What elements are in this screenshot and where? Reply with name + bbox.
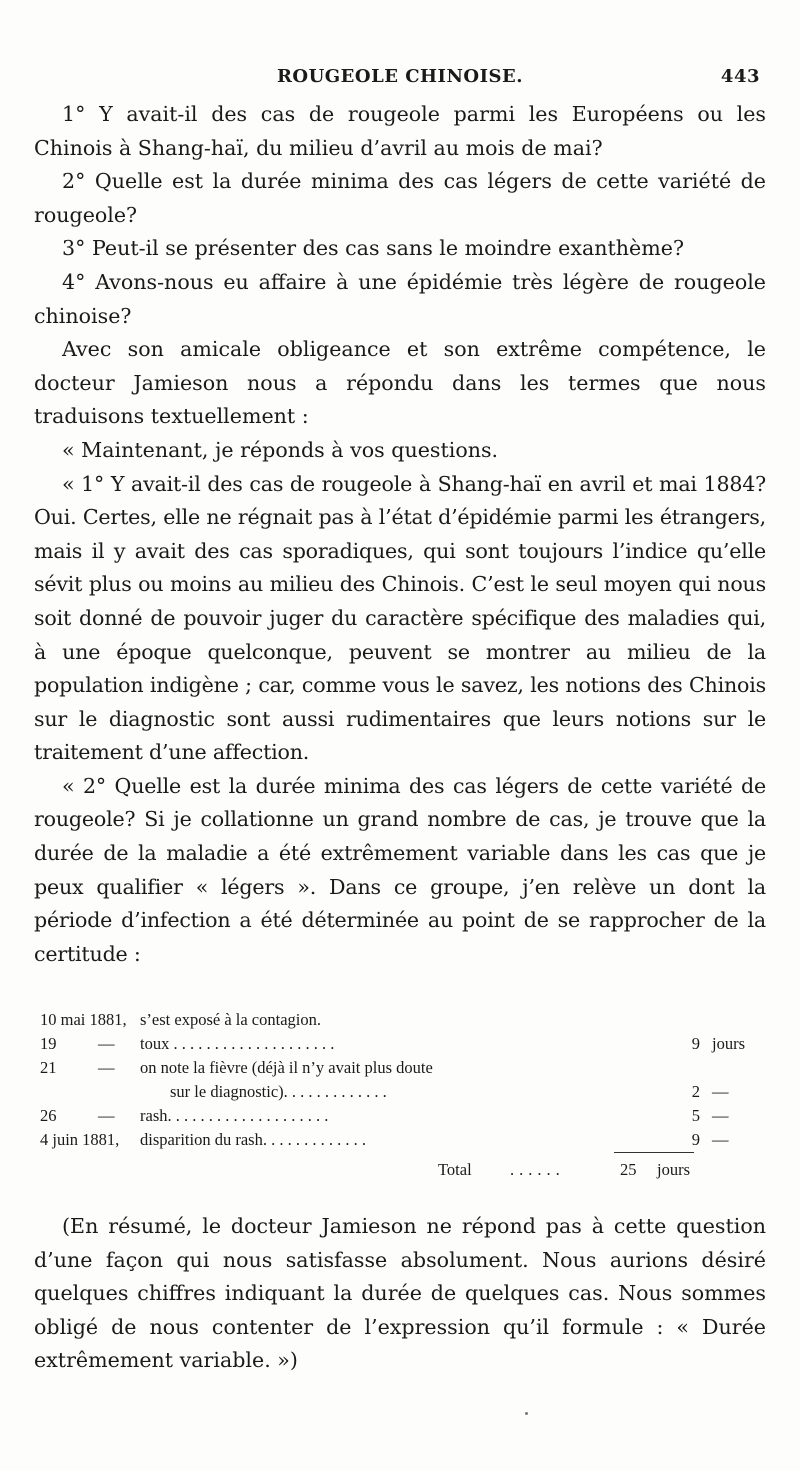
row-dash: —	[98, 1034, 115, 1053]
conclusion-text	[34, 1210, 766, 1378]
intro-paragraph: Avec son amicale obligeance et son extrême compétence, le docteur Jamieson nous a répondu dans les termes que nous traduisons textuellement :	[34, 337, 766, 429]
table-row	[40, 1080, 770, 1104]
table-row	[40, 1104, 770, 1128]
answer-2: « 2° Quelle est la durée minima des cas légers de cette variété de rougeole? Si je collationne un grand nombre de cas, je trouve que la durée de la maladie a été extrêmement variable dans les cas que je peux qualifier « légers ». Dans ce groupe, j’en relève un dont la période d’infection a été déterminée au point de se rapprocher de la certitude :	[34, 773, 766, 966]
row-dash: —	[98, 1106, 115, 1125]
row-event: disparition du rash. . . . . . . . . . . . .	[140, 1130, 366, 1149]
ink-speck	[525, 1412, 528, 1415]
row-value: 2	[691, 1082, 700, 1101]
row-event: s’est exposé à la contagion.	[140, 1010, 321, 1029]
row-unit: —	[712, 1106, 729, 1125]
row-value: 5	[691, 1106, 700, 1125]
running-title: ROUGEOLE CHINOISE.	[276, 66, 524, 87]
page-number: 443	[720, 66, 760, 87]
row-date: 4 juin 1881,	[40, 1130, 120, 1149]
table-row	[40, 1128, 770, 1152]
table-row	[40, 1008, 770, 1032]
row-date: 26	[40, 1106, 57, 1125]
question-4: 4° Avons-nous eu affaire à une épidémie très légère de rougeole chinoise?	[34, 269, 766, 328]
row-unit: jours	[712, 1034, 745, 1053]
table-row	[40, 1032, 770, 1056]
body-text	[34, 98, 766, 971]
row-date: 10 mai 1881,	[40, 1010, 127, 1029]
total-rule	[614, 1152, 694, 1153]
total-value: 25	[620, 1160, 637, 1179]
question-1: 1° Y avait-il des cas de rougeole parmi les Européens ou les Chinois à Shang-haï, du milieu d’avril au mois de mai?	[34, 102, 766, 160]
row-event: rash. . . . . . . . . . . . . . . . . . . .	[140, 1106, 329, 1125]
table-row	[40, 1056, 770, 1080]
row-event: sur le diagnostic). . . . . . . . . . . . .	[170, 1082, 387, 1101]
total-row	[40, 1160, 770, 1184]
answer-1: « 1° Y avait-il des cas de rougeole à Shang-haï en avril et mai 1884? Oui. Certes, elle ne régnait pas à l’état d’épidémie parmi les étrangers, mais il y avait des cas sporadiques, qui sont toujours l’indice qu’elle sévit plus ou moins au milieu des Chinois. C’est le seul moyen qui nous soit donné de pouvoir juger du caractère spécifique des maladies qui, à une époque quelconque, peuvent se montrer au milieu de la population indigène ; car, comme vous le savez, les notions des Chinois sur le diagnostic sont aussi rudimentaires que leurs notions sur le traitement d’une affection.	[34, 471, 766, 765]
total-dots: ......	[510, 1160, 565, 1179]
reply-opening: « Maintenant, je réponds à vos questions.	[62, 437, 499, 462]
running-head	[30, 66, 770, 96]
row-event: on note la fièvre (déjà il n’y avait plus doute	[140, 1058, 433, 1077]
total-unit: jours	[657, 1160, 690, 1179]
row-value: 9	[691, 1034, 700, 1053]
conclusion-paragraph: (En résumé, le docteur Jamieson ne répond pas à cette question d’une façon qui nous satisfasse absolument. Nous aurions désiré quelques chiffres indiquant la durée de quelques cas. Nous sommes obligé de nous contenter de l’expression qu’il formule : « Durée extrêmement variable. »)	[34, 1214, 766, 1373]
row-event: toux . . . . . . . . . . . . . . . . . . . .	[140, 1034, 335, 1053]
row-date: 19	[40, 1034, 57, 1053]
question-3: 3° Peut-il se présenter des cas sans le moindre exanthème?	[62, 236, 684, 261]
row-value: 9	[691, 1130, 700, 1149]
row-unit: —	[712, 1130, 729, 1149]
row-dash: —	[98, 1058, 115, 1077]
row-unit: —	[712, 1082, 729, 1101]
row-date: 21	[40, 1058, 57, 1077]
question-2: 2° Quelle est la durée minima des cas légers de cette variété de rougeole?	[34, 169, 766, 227]
case-timeline-table	[40, 1008, 770, 1152]
total-label: Total	[438, 1160, 472, 1179]
